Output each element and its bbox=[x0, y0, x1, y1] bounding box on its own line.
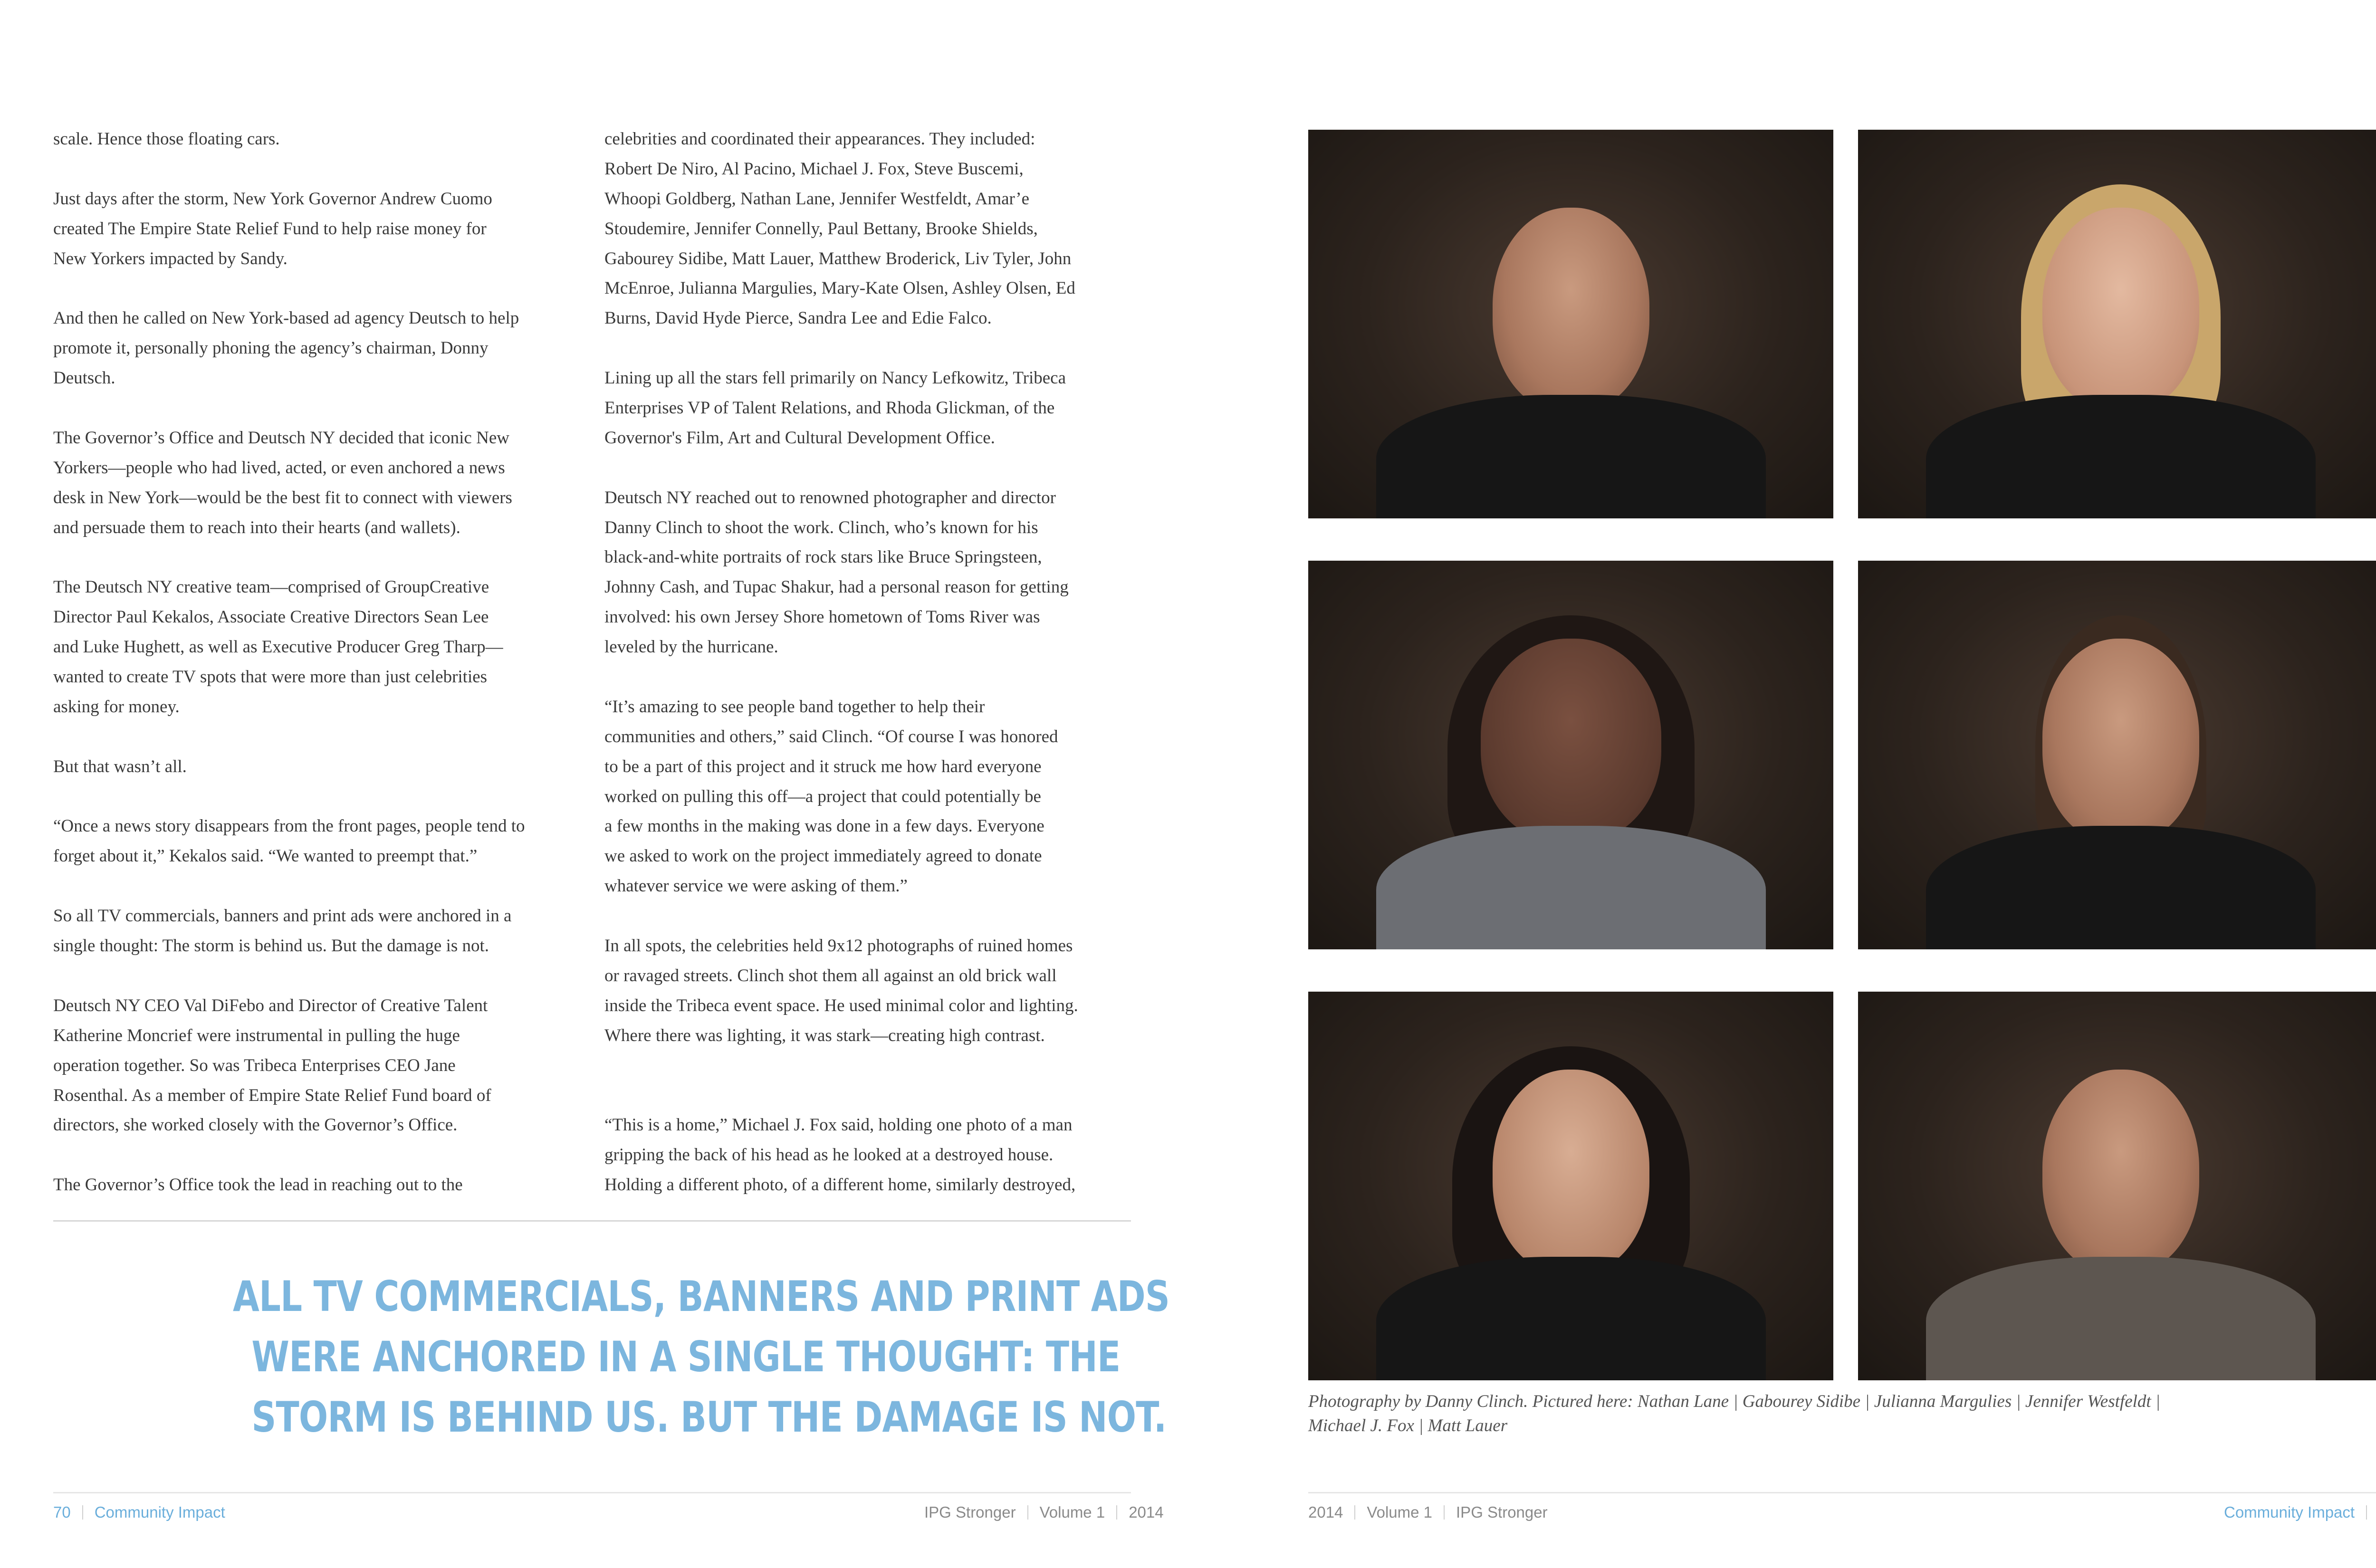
body-text-line: Deutsch NY reached out to renowned photographer and director bbox=[604, 488, 1056, 507]
body-text-line bbox=[604, 1051, 1146, 1081]
body-text-line: So all TV commercials, banners and print ads were anchored in a bbox=[53, 906, 512, 926]
body-text-line: gripping the back of his head as he looked at a destroyed house. bbox=[604, 1145, 1054, 1165]
body-text-line bbox=[53, 393, 604, 423]
publication-name: IPG Stronger bbox=[1456, 1503, 1548, 1521]
body-text-line bbox=[53, 871, 604, 901]
volume-label: Volume 1 bbox=[1039, 1503, 1105, 1521]
body-text-line: single thought: The storm is behind us. But the damage is not. bbox=[53, 936, 489, 956]
body-text-line: New Yorkers impacted by Sandy. bbox=[53, 249, 287, 268]
portrait-body bbox=[1926, 395, 2316, 518]
body-text-line bbox=[53, 1140, 604, 1170]
footer-separator bbox=[1444, 1505, 1445, 1520]
body-text-line: Enterprises VP of Talent Relations, and Rhoda Glickman, of the bbox=[604, 398, 1055, 418]
body-text-line: or ravaged streets. Clinch shot them all against an old brick wall bbox=[604, 966, 1057, 985]
pull-quote-line: STORM IS BEHIND US. BUT THE DAMAGE IS NOT. bbox=[251, 1393, 1167, 1442]
body-text-line: involved: his own Jersey Shore hometown of Toms River was bbox=[604, 607, 1040, 627]
body-text-line: Robert De Niro, Al Pacino, Michael J. Fox, Steve Buscemi, bbox=[604, 159, 1024, 179]
caption-line: Photography by Danny Clinch. Pictured here: Nathan Lane | Gabourey Sidibe | Julianna Margulies | Jennifer Westfeldt | bbox=[1308, 1392, 2161, 1411]
body-text-line bbox=[604, 662, 1146, 692]
portrait-photo-matt-lauer bbox=[1858, 992, 2376, 1380]
body-text-line: to be a part of this project and it struck me how hard everyone bbox=[604, 756, 1042, 776]
body-text-line bbox=[53, 154, 604, 184]
pull-quote-line: WERE ANCHORED IN A SINGLE THOUGHT: THE bbox=[251, 1332, 1121, 1381]
footer-right-publication bbox=[1308, 1503, 1548, 1521]
body-text-line: “It’s amazing to see people band together to help their bbox=[604, 697, 985, 717]
body-text-line: McEnroe, Julianna Margulies, Mary-Kate Olsen, Ashley Olsen, Ed bbox=[604, 278, 1075, 298]
footer-separator bbox=[1354, 1505, 1355, 1520]
footer-divider-right bbox=[1308, 1492, 2376, 1493]
body-text-line: worked on pulling this off—a project that could potentially be bbox=[604, 786, 1041, 806]
body-text-line: Gabourey Sidibe, Matt Lauer, Matthew Broderick, Liv Tyler, John bbox=[604, 249, 1072, 268]
body-text-line: Lining up all the stars fell primarily on Nancy Lefkowitz, Tribeca bbox=[604, 368, 1066, 388]
body-text-line: communities and others,” said Clinch. “Of course I was honored bbox=[604, 727, 1058, 746]
body-text-line bbox=[53, 722, 604, 752]
portrait-body bbox=[1376, 826, 1766, 949]
body-text-line bbox=[53, 274, 604, 304]
pull-quote-divider bbox=[53, 1220, 1131, 1222]
body-text-line: “This is a home,” Michael J. Fox said, holding one photo of a man bbox=[604, 1115, 1073, 1135]
body-text-line: Holding a different photo, of a different home, similarly destroyed, bbox=[604, 1175, 1076, 1195]
body-text-line: inside the Tribeca event space. He used minimal color and lighting. bbox=[604, 995, 1078, 1015]
body-text-line: we asked to work on the project immediately agreed to donate bbox=[604, 846, 1042, 866]
body-text-line bbox=[53, 782, 604, 812]
body-text-line: Deutsch. bbox=[53, 368, 115, 388]
body-text-line: forget about it,” Kekalos said. “We wanted to preempt that.” bbox=[53, 846, 478, 866]
body-text-line: The Governor’s Office took the lead in reaching out to the bbox=[53, 1175, 463, 1195]
body-text-line: Where there was lighting, it was stark—creating high contrast. bbox=[604, 1025, 1045, 1045]
body-text-line: black-and-white portraits of rock stars like Bruce Springsteen, bbox=[604, 547, 1042, 567]
section-name: Community Impact bbox=[2224, 1503, 2355, 1521]
body-text-line: Deutsch NY CEO Val DiFebo and Director of Creative Talent bbox=[53, 995, 488, 1015]
body-text-line: But that wasn’t all. bbox=[53, 756, 187, 776]
article-column-2 bbox=[604, 124, 1146, 1200]
body-text-line: And then he called on New York-based ad agency Deutsch to help bbox=[53, 308, 519, 328]
portrait-head bbox=[2042, 639, 2199, 843]
portrait-head bbox=[1493, 208, 1649, 412]
body-text-line: Stoudemire, Jennifer Connelly, Paul Bettany, Brooke Shields, bbox=[604, 219, 1038, 239]
year-label: 2014 bbox=[1308, 1503, 1343, 1521]
body-text-line: desk in New York—would be the best fit to connect with viewers bbox=[53, 488, 512, 507]
body-text-line: operation together. So was Tribeca Enterprises CEO Jane bbox=[53, 1055, 456, 1075]
body-text-line: scale. Hence those floating cars. bbox=[53, 129, 280, 149]
portrait-photo-nathan-lane bbox=[1308, 130, 1833, 518]
body-text-line: Burns, David Hyde Pierce, Sandra Lee and Edie Falco. bbox=[604, 308, 992, 328]
page-number: 70 bbox=[53, 1503, 71, 1521]
body-text-line bbox=[604, 453, 1146, 483]
portrait-head bbox=[1493, 1070, 1649, 1274]
body-text-line: The Deutsch NY creative team—comprised of GroupCreative bbox=[53, 577, 489, 597]
publication-name: IPG Stronger bbox=[924, 1503, 1016, 1521]
body-text-line: a few months in the making was done in a few days. Everyone bbox=[604, 816, 1044, 836]
body-text-line: celebrities and coordinated their appearances. They included: bbox=[604, 129, 1035, 149]
body-text-line bbox=[604, 1081, 1146, 1111]
body-text-line: Whoopi Goldberg, Nathan Lane, Jennifer Westfeldt, Amar’e bbox=[604, 189, 1029, 209]
pull-quote bbox=[233, 1266, 1170, 1447]
body-text-line: “Once a news story disappears from the front pages, people tend to bbox=[53, 816, 525, 836]
body-text-line: Danny Clinch to shoot the work. Clinch, who’s known for his bbox=[604, 517, 1038, 537]
body-text-line: promote it, personally phoning the agency’s chairman, Donny bbox=[53, 338, 489, 358]
body-text-line bbox=[53, 961, 604, 991]
footer-separator bbox=[82, 1505, 83, 1520]
body-text-line bbox=[53, 543, 604, 573]
footer-separator bbox=[1116, 1505, 1117, 1520]
year-label: 2014 bbox=[1129, 1503, 1164, 1521]
portrait-photo-michael-j-fox bbox=[1858, 561, 2376, 949]
volume-label: Volume 1 bbox=[1367, 1503, 1433, 1521]
portrait-head bbox=[1481, 639, 1661, 843]
body-text-line: asking for money. bbox=[53, 697, 180, 717]
body-text-line: directors, she worked closely with the Governor’s Office. bbox=[53, 1115, 458, 1135]
section-name: Community Impact bbox=[94, 1503, 225, 1521]
footer-left-publication bbox=[924, 1503, 1164, 1521]
body-text-line: leveled by the hurricane. bbox=[604, 637, 778, 657]
pull-quote-line: ALL TV COMMERCIALS, BANNERS AND PRINT ADS bbox=[233, 1272, 1170, 1321]
photo-caption bbox=[1308, 1389, 2376, 1438]
portrait-photo-julianna-margulies bbox=[1308, 992, 1833, 1380]
portrait-body bbox=[1376, 395, 1766, 518]
body-text-line: Governor's Film, Art and Cultural Development Office. bbox=[604, 428, 995, 448]
body-text-line: The Governor’s Office and Deutsch NY decided that iconic New bbox=[53, 428, 509, 448]
body-text-line: created The Empire State Relief Fund to help raise money for bbox=[53, 219, 487, 239]
body-text-line: and Luke Hughett, as well as Executive Producer Greg Tharp— bbox=[53, 637, 503, 657]
body-text-line: Johnny Cash, and Tupac Shakur, had a personal reason for getting bbox=[604, 577, 1069, 597]
body-text-line: Just days after the storm, New York Governor Andrew Cuomo bbox=[53, 189, 492, 209]
footer-right-folio bbox=[2224, 1503, 2376, 1521]
body-text-line: Director Paul Kekalos, Associate Creative Directors Sean Lee bbox=[53, 607, 489, 627]
body-text-line: In all spots, the celebrities held 9x12 photographs of ruined homes bbox=[604, 936, 1073, 956]
body-text-line: Katherine Moncrief were instrumental in pulling the huge bbox=[53, 1025, 460, 1045]
portrait-photo-gabourey-sidibe bbox=[1308, 561, 1833, 949]
article-column-1 bbox=[53, 124, 604, 1200]
portrait-body bbox=[1926, 826, 2316, 949]
body-text-line: wanted to create TV spots that were more than just celebrities bbox=[53, 667, 488, 687]
caption-line: Michael J. Fox | Matt Lauer bbox=[1308, 1416, 1508, 1435]
body-text-line bbox=[604, 334, 1146, 363]
portrait-photo-jennifer-westfeldt bbox=[1858, 130, 2376, 518]
portrait-head bbox=[2042, 208, 2199, 412]
body-text-line: and persuade them to reach into their hearts (and wallets). bbox=[53, 517, 460, 537]
portrait-head bbox=[2042, 1070, 2199, 1274]
footer-left-folio bbox=[53, 1503, 225, 1521]
footer-separator bbox=[2366, 1505, 2367, 1520]
portrait-body bbox=[1926, 1257, 2316, 1380]
body-text-line: Rosenthal. As a member of Empire State Relief Fund board of bbox=[53, 1085, 491, 1105]
footer-separator bbox=[1027, 1505, 1028, 1520]
body-text-line: Yorkers—people who had lived, acted, or even anchored a news bbox=[53, 458, 505, 478]
body-text-line: whatever service we were asking of them.” bbox=[604, 876, 908, 896]
footer-divider-left bbox=[53, 1492, 1131, 1493]
portrait-body bbox=[1376, 1257, 1766, 1380]
body-text-line bbox=[604, 901, 1146, 931]
